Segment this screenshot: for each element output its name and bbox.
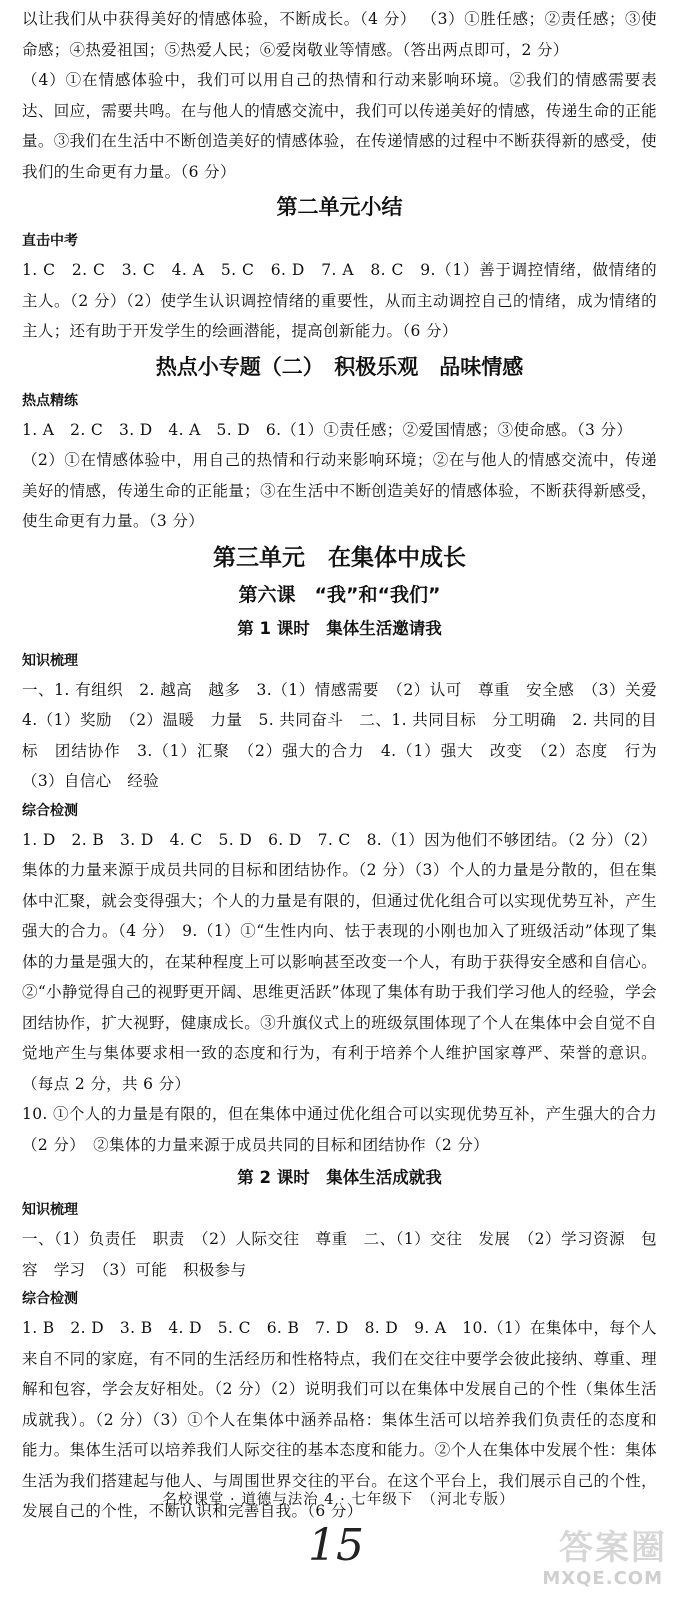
paragraph-continued: 以让我们从中获得美好的情感体验，不断成长。（4 分） （3）①胜任感；②责任感；③使命感；④热爱祖国；⑤热爱人民；⑥爱岗敬业等情感。（答出两点即可，2 分） [22,10,657,59]
unit3-title: 第三单元 在集体中成长 [213,544,466,571]
period2-test: 1. B 2. D 3. B 4. D 5. C 6. B 7. D 8. D 9. A 10.（1）在集体中，每个人来自不同的家庭，有不同的生活经历和性格特点，我们在交往中要学会彼此接纳、尊重、理解和包容，学会友好相处。（2 分）（2）说明我们可以在集体中发展自己的个性（集体生活成就我）。（2 分）（3）①个人在集体中涵养品格：集体生活可以培养我们负责任的态度和能力。集体生活可以培养我们人际交往的基本态度和能力。②个人在集体中发展个性：集体生活为我们搭建起与他人、与周围世界交往的平台。在这个平台上，我们展示自己的个性，发展自己的个性，不断认识和完善自我。（6 分） [22,1319,657,1520]
watermark-logo: 答案圈 [559,1528,667,1568]
period1-test: 1. D 2. B 3. D 4. C 5. D 6. D 7. C 8.（1）因为他们不够团结。（2 分）（2）集体的力量来源于成员共同的目标和团结协作。（2 分）（3）个人的力量是分散的，但在集体中汇聚，就会变得强大；个人的力量是有限的，但通过优化组合可以实现优势互补，产生强大的合力。（4 分） 9.（1）①“生性内向、怯于表现的小刚也加入了班级活动”体现了集体的力量是强大的，在某种程度上可以影响甚至改变一个人，有助于获得安全感和自信心。②“小静觉得自己的视野更开阔、思维更活跃”体现了集体有助于我们学习他人的经验，学会团结协作，扩大视野，健康成长。③升旗仪式上的班级氛围体现了个人在集体中会自觉不自觉地产生与集体要求相一致的态度和行为，有利于培养个人维护国家尊严、荣誉的意识。（每点 2 分，共 6 分） [22,830,657,1093]
unit2-answers: 1. C 2. C 3. C 4. A 5. C 6. D 7. A 8. C 9.（1）善于调控情绪，做情绪的主人。（2 分）（2）使学生认识调控情绪的重要性，从而主动调控自己的情绪，成为情绪的主人；还有助于开发学生的绘画潜能，提高创新能力。（6 分） [22,261,657,340]
period2-knowledge: 一、（1）负责任 职责 （2）人际交往 尊重 二、（1）交往 发展 （2）学习资源 包容 学习 （3）可能 积极参与 [22,1230,657,1279]
hot-answers-1: 1. A 2. C 3. D 4. A 5. D 6.（1）①责任感；②爱国情感；③使命感。（3 分） [22,420,633,439]
handwritten-page-number: 15 [308,1520,364,1571]
subheading-zonghe-jiance: 综合检测 [22,802,78,819]
unit2-summary-title: 第二单元小结 [276,195,403,219]
watermark-url: MXQE.COM [542,1568,663,1589]
lesson6-title: 第六课 “我”和“我们” [238,583,441,606]
subheading-zhishi-shuli: 知识梳理 [22,652,78,669]
watermark [517,1528,667,1590]
hot-topic-title: 热点小专题（二） 积极乐观 品味情感 [155,354,524,379]
document-body [22,4,673,1527]
paragraph-answer-4: （4）①在情感体验中，我们可以用自己的热情和行动来影响环境。②我们的情感需要表达、回应，需要共鸣。在与他人的情感交流中，我们可以传递美好的情感，传递生命的正能量。③我们在生活中不断创造美好的情感体验，在传递情感的过程中不断获得新的感受，使我们的生命更有力量。（6 分） [22,71,657,181]
subheading-redian-jinglian: 热点精练 [22,392,78,409]
period1-title: 第 1 课时 集体生活邀请我 [237,618,442,638]
hot-answers-2: （2）①在情感体验中，用自己的热情和行动来影响环境；②在与他人的情感交流中，传递美好的情感，传递生命的正能量；③在生活中不断创造美好的情感体验，不断获得新感受，使生命更有力量。（3 分） [22,451,657,530]
period1-test-10: 10. ①个人的力量是有限的，但在集体中通过优化组合可以实现优势互补，产生强大的合力（2 分） ②集体的力量来源于成员共同的目标和团结协作（2 分） [22,1105,657,1154]
page-footer: 名校课堂 · 道德与法治 4 · 七年级下 （河北专版） [162,1492,515,1508]
subheading-zonghe-jiance-2: 综合检测 [22,1291,78,1307]
period2-title: 第 2 课时 集体生活成就我 [237,1168,442,1187]
period1-knowledge: 一、1. 有组织 2. 越高 越多 3.（1）情感需要 （2）认可 尊重 安全感 （3）关爱 4.（1）奖励 （2）温暖 力量 5. 共同奋斗 二、1. 共同目标 分工明确 2. 共同的目标 团结协作 3.（1）汇聚 （2）强大的合力 4.（1）强大 改变 （2）态度 行为 （3）自信心 经验 [22,680,673,790]
subheading-zhishi-shuli-2: 知识梳理 [22,1202,78,1218]
subheading-zhiji-zhongkao: 直击中考 [22,233,78,249]
